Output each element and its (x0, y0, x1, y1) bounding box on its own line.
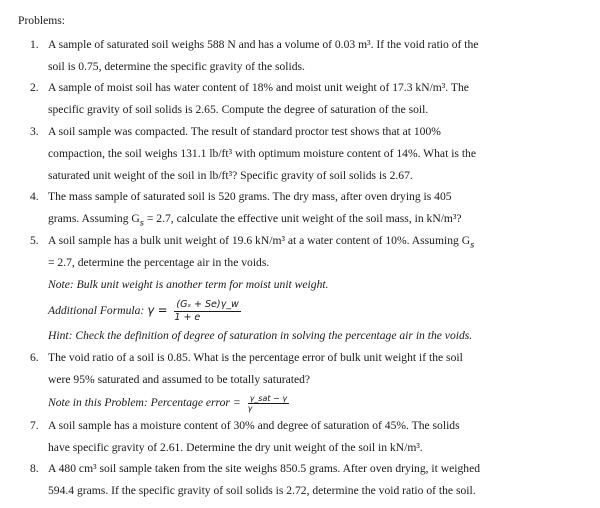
problem-hint: Hint: Check the definition of degree of saturation in solving the percentage air in the voids. (48, 329, 473, 343)
problem-number: 7. (30, 418, 39, 432)
note-denominator: γ (247, 403, 253, 413)
problem-text-line (48, 230, 590, 252)
problem-number: 5. (30, 233, 39, 247)
problem-1 (18, 34, 590, 78)
problem-text-line: saturated unit weight of the soil in lb/ft³? Specific gravity of soil solids is 2.67. (48, 168, 413, 182)
problem-5 (18, 230, 590, 347)
additional-formula (48, 295, 590, 325)
formula-denominator: 1 + e (174, 312, 201, 324)
problem-text-line: compaction, the soil weighs 131.1 lb/ft³ with optimum moisture content of 14%. What is the (48, 146, 476, 160)
problem-text-line: A soil sample has a moisture content of 30% and degree of saturation of 45%. The solids (48, 418, 460, 432)
problem-text-line: have specific gravity of 2.61. Determine the dry unit weight of the soil in kN/m³. (48, 440, 423, 454)
problem-number: 3. (30, 124, 39, 138)
problem-text: A soil sample has a bulk unit weight of 19.6 kN/m³ at a water content of 10%. Assuming G (48, 233, 471, 247)
problem-text-line: A 480 cm³ soil sample taken from the site weighs 850.5 grams. After oven drying, it weighed (48, 462, 481, 476)
problem-8 (18, 458, 590, 502)
problem-text-line: The void ratio of a soil is 0.85. What is the percentage error of bulk unit weight if the soil (48, 351, 463, 365)
subscript: s (139, 218, 144, 228)
problem-text-line: were 95% saturated and assumed to be totally saturated? (48, 372, 311, 386)
formula-lhs: γ = (147, 303, 168, 318)
problem-number: 6. (30, 351, 39, 365)
problem-text-line: A sample of saturated soil weighs 588 N and has a volume of 0.03 m³. If the void ratio of the (48, 37, 479, 51)
problems-heading: Problems: (18, 14, 66, 27)
formula-numerator: (Gₛ + Se)γ_w (176, 299, 239, 311)
problem-text: grams. Assuming G (48, 212, 140, 226)
problem-2 (18, 77, 590, 121)
problem-text-line (48, 208, 590, 230)
problem-3 (18, 121, 590, 186)
formula-fraction (174, 299, 240, 324)
problem-text-line: 594.4 grams. If the specific gravity of soil solids is 2.72, determine the void ratio of the soil. (48, 484, 476, 498)
problem-number: 2. (30, 81, 39, 95)
problem-6 (18, 347, 590, 415)
note-label: Note in this Problem: Percentage error = (48, 395, 241, 409)
problem-list (18, 34, 590, 502)
problem-note: Note: Bulk unit weight is another term for moist unit weight. (48, 277, 329, 291)
problem-number: 1. (30, 37, 39, 51)
problem-text-line: specific gravity of soil solids is 2.65. Compute the degree of saturation of the soil. (48, 103, 429, 117)
problem-text-line: A sample of moist soil has water content of 18% and moist unit weight of 17.3 kN/m³. The (48, 81, 469, 95)
problem-text: = 2.7, calculate the effective unit weight of the soil mass, in kN/m³? (143, 212, 462, 226)
problem-number: 4. (30, 190, 39, 204)
problem-4 (18, 186, 590, 230)
note-numerator: γ_sat − γ (249, 393, 288, 403)
note-fraction (248, 394, 289, 413)
problem-text-line: soil is 0.75, determine the specific gravity of the solids. (48, 59, 305, 73)
problem-7 (18, 415, 590, 459)
problem-text-line: The mass sample of saturated soil is 520 grams. The dry mass, after oven drying is 405 (48, 190, 452, 204)
subscript: s (470, 240, 475, 250)
percentage-error-note (48, 391, 590, 415)
problem-number: 8. (30, 462, 39, 476)
problem-text-line: = 2.7, determine the percentage air in the voids. (48, 255, 270, 269)
formula-label: Additional Formula: (48, 304, 145, 318)
problem-text-line: A soil sample was compacted. The result of standard proctor test shows that at 100% (48, 124, 441, 138)
